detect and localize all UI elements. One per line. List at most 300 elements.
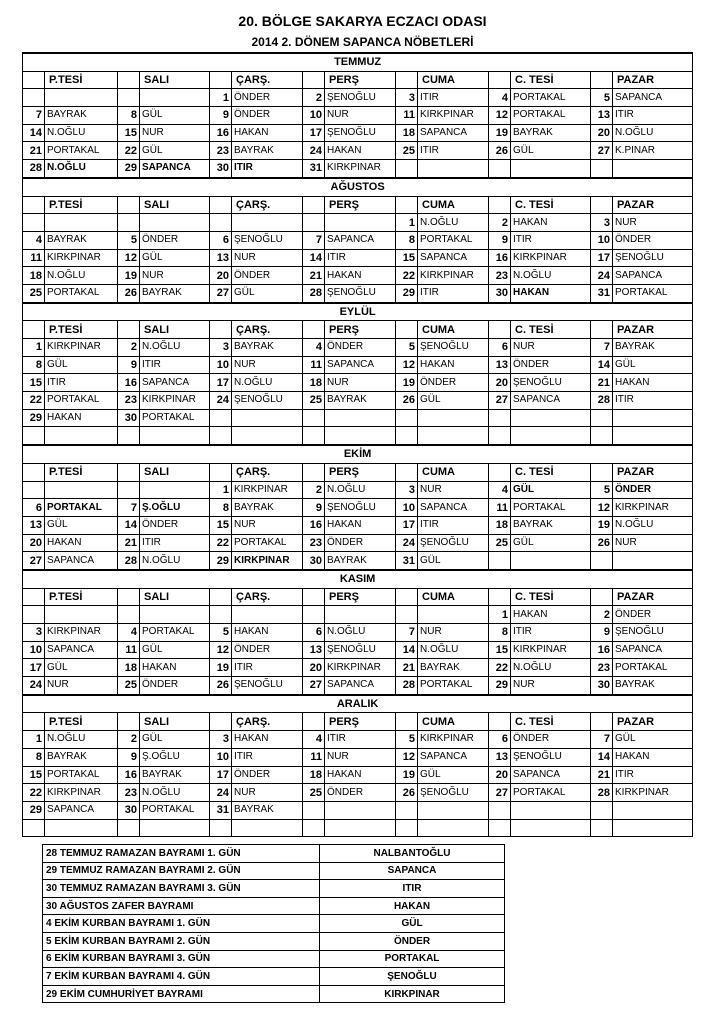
day-number: 6 [489, 731, 511, 749]
weekday-spacer [210, 321, 232, 339]
day-number: 9 [591, 624, 613, 642]
pharmacy-name: KIRKPINAR [45, 339, 118, 357]
day-number: 4 [489, 89, 511, 107]
weekday-spacer [396, 71, 418, 89]
day-number: 9 [489, 231, 511, 249]
pharmacy-name [613, 409, 693, 427]
pharmacy-name: BAYRAK [232, 339, 303, 357]
day-number [210, 427, 232, 445]
document-title: 20. BÖLGE SAKARYA ECZACI ODASI [238, 13, 487, 29]
pharmacy-name: GÜL [511, 481, 591, 499]
pharmacy-name: ÖNDER [613, 231, 693, 249]
pharmacy-name: ITIR [613, 392, 693, 410]
day-number: 16 [118, 374, 140, 392]
day-number: 29 [23, 409, 45, 427]
pharmacy-name: NUR [140, 124, 210, 142]
pharmacy-name: KIRKPINAR [45, 784, 118, 802]
pharmacy-name: ITIR [613, 107, 693, 125]
weekday-header: SALI [140, 196, 210, 214]
day-number: 11 [118, 641, 140, 659]
day-number: 9 [118, 356, 140, 374]
day-number: 21 [591, 766, 613, 784]
pharmacy-name: BAYRAK [613, 677, 693, 695]
weekday-spacer [23, 71, 45, 89]
pharmacy-name: ŞENOĞLU [418, 784, 489, 802]
day-number: 17 [210, 766, 232, 784]
weekday-spacer [118, 713, 140, 731]
weekday-header: PAZAR [613, 71, 693, 89]
pharmacy-name: N.OĞLU [45, 124, 118, 142]
pharmacy-name: HAKAN [511, 214, 591, 232]
day-number: 10 [396, 499, 418, 517]
pharmacy-name [45, 819, 118, 837]
day-number: 14 [591, 356, 613, 374]
pharmacy-name: ITIR [325, 731, 396, 749]
pharmacy-name: N.OĞLU [232, 374, 303, 392]
week-row [23, 160, 693, 178]
pharmacy-name: GÜL [613, 731, 693, 749]
pharmacy-name [418, 160, 489, 178]
day-number: 17 [210, 374, 232, 392]
day-number: 4 [489, 481, 511, 499]
weekday-header-row [23, 463, 693, 481]
weekday-header: PERŞ [325, 321, 396, 339]
weekday-header: PERŞ [325, 588, 396, 606]
day-number: 13 [23, 516, 45, 534]
weekday-header: PAZAR [613, 196, 693, 214]
pharmacy-name: SAPANCA [325, 231, 396, 249]
day-number: 24 [210, 784, 232, 802]
pharmacy-name: HAKAN [325, 516, 396, 534]
pharmacy-name: NUR [418, 624, 489, 642]
day-number [118, 427, 140, 445]
pharmacy-name [140, 606, 210, 624]
week-row [23, 731, 693, 749]
weekday-spacer [489, 196, 511, 214]
day-number: 30 [489, 284, 511, 302]
pharmacy-name: BAYRAK [325, 552, 396, 570]
month-row [23, 445, 693, 463]
day-number: 21 [591, 374, 613, 392]
day-number [591, 801, 613, 819]
day-number [303, 819, 325, 837]
pharmacy-name: NUR [232, 356, 303, 374]
day-number: 23 [118, 784, 140, 802]
pharmacy-name [418, 427, 489, 445]
week-row [23, 409, 693, 427]
day-number: 1 [23, 339, 45, 357]
weekday-header: P.TESİ [45, 713, 118, 731]
day-number: 11 [303, 356, 325, 374]
day-number: 26 [396, 784, 418, 802]
day-number [396, 606, 418, 624]
holiday-pharmacy: KIRKPINAR [320, 985, 505, 1003]
day-number: 28 [23, 160, 45, 178]
pharmacy-name: ITIR [232, 748, 303, 766]
day-number: 5 [396, 339, 418, 357]
day-number: 11 [489, 499, 511, 517]
pharmacy-name: N.OĞLU [45, 731, 118, 749]
weekday-spacer [303, 71, 325, 89]
day-number: 15 [489, 641, 511, 659]
day-number: 4 [303, 339, 325, 357]
pharmacy-name: PORTAKAL [45, 499, 118, 517]
day-number: 18 [118, 659, 140, 677]
pharmacy-name: ITIR [511, 624, 591, 642]
week-row [23, 801, 693, 819]
day-number: 15 [23, 766, 45, 784]
pharmacy-name: ÖNDER [418, 374, 489, 392]
pharmacy-name: SAPANCA [140, 160, 210, 178]
day-number: 16 [210, 124, 232, 142]
day-number: 30 [303, 552, 325, 570]
day-number [23, 481, 45, 499]
holiday-label: 5 EKİM KURBAN BAYRAMI 2. GÜN [43, 932, 320, 950]
pharmacy-name: ÖNDER [325, 534, 396, 552]
pharmacy-name: KIRKPINAR [511, 249, 591, 267]
day-number: 29 [23, 801, 45, 819]
weekday-spacer [396, 463, 418, 481]
day-number [591, 552, 613, 570]
day-number: 24 [303, 142, 325, 160]
day-number [23, 606, 45, 624]
day-number: 31 [210, 801, 232, 819]
pharmacy-name: ITIR [140, 534, 210, 552]
pharmacy-name: SAPANCA [325, 356, 396, 374]
day-number [210, 606, 232, 624]
weekday-header: SALI [140, 588, 210, 606]
pharmacy-name: SAPANCA [511, 766, 591, 784]
pharmacy-name: SAPANCA [45, 801, 118, 819]
pharmacy-name: ÖNDER [232, 766, 303, 784]
pharmacy-name: HAKAN [45, 534, 118, 552]
pharmacy-name: ITIR [232, 160, 303, 178]
pharmacy-name [140, 89, 210, 107]
month-title: ARALIK [23, 695, 693, 713]
pharmacy-name: KIRKPINAR [232, 481, 303, 499]
day-number: 11 [23, 249, 45, 267]
day-number: 7 [591, 731, 613, 749]
weekday-spacer [489, 463, 511, 481]
day-number [396, 819, 418, 837]
pharmacy-name: SAPANCA [45, 552, 118, 570]
pharmacy-name: SAPANCA [140, 374, 210, 392]
day-number: 10 [303, 107, 325, 125]
week-row [23, 142, 693, 160]
day-number [489, 409, 511, 427]
pharmacy-name [418, 819, 489, 837]
pharmacy-name: PORTAKAL [613, 659, 693, 677]
day-number: 6 [489, 339, 511, 357]
day-number: 9 [303, 499, 325, 517]
day-number: 1 [210, 89, 232, 107]
day-number: 20 [489, 766, 511, 784]
pharmacy-name: KIRKPINAR [613, 784, 693, 802]
holiday-row [43, 880, 505, 898]
pharmacy-name: GÜL [418, 766, 489, 784]
weekday-header: P.TESİ [45, 196, 118, 214]
day-number: 17 [23, 659, 45, 677]
day-number: 14 [118, 516, 140, 534]
pharmacy-name: SAPANCA [418, 249, 489, 267]
pharmacy-name [418, 409, 489, 427]
weekday-spacer [118, 463, 140, 481]
pharmacy-name: NUR [511, 677, 591, 695]
day-number: 18 [23, 267, 45, 285]
weekday-header: C. TESİ [511, 321, 591, 339]
pharmacy-name: N.OĞLU [613, 124, 693, 142]
pharmacy-name: ÖNDER [325, 784, 396, 802]
day-number: 27 [303, 677, 325, 695]
month-title: KASIM [23, 570, 693, 588]
pharmacy-name: ITIR [418, 89, 489, 107]
day-number: 3 [591, 214, 613, 232]
weekday-header: CUMA [418, 321, 489, 339]
pharmacy-name: PORTAKAL [511, 89, 591, 107]
weekday-header: CUMA [418, 713, 489, 731]
weekday-header: SALI [140, 463, 210, 481]
pharmacy-name: SAPANCA [613, 89, 693, 107]
month-row [23, 695, 693, 713]
pharmacy-name: N.OĞLU [325, 624, 396, 642]
pharmacy-name: BAYRAK [140, 766, 210, 784]
weekday-spacer [23, 713, 45, 731]
day-number: 20 [591, 124, 613, 142]
weekday-header: PAZAR [613, 463, 693, 481]
day-number: 10 [210, 356, 232, 374]
day-number: 2 [489, 214, 511, 232]
month-title: EYLÜL [23, 303, 693, 321]
pharmacy-name: N.OĞLU [613, 516, 693, 534]
weekday-spacer [396, 588, 418, 606]
holiday-row [43, 985, 505, 1003]
pharmacy-name: HAKAN [325, 766, 396, 784]
pharmacy-name: PORTAKAL [45, 142, 118, 160]
pharmacy-name: BAYRAK [45, 748, 118, 766]
pharmacy-name: PORTAKAL [140, 624, 210, 642]
week-row [23, 516, 693, 534]
day-number: 21 [118, 534, 140, 552]
weekday-spacer [118, 588, 140, 606]
day-number: 5 [396, 731, 418, 749]
pharmacy-name: GÜL [418, 552, 489, 570]
day-number: 23 [591, 659, 613, 677]
day-number: 5 [591, 89, 613, 107]
holiday-pharmacy: ŞENOĞLU [320, 968, 505, 986]
week-row [23, 339, 693, 357]
weekday-header-row [23, 321, 693, 339]
pharmacy-name: ITIR [418, 142, 489, 160]
weekday-spacer [210, 463, 232, 481]
pharmacy-name: HAKAN [613, 748, 693, 766]
pharmacy-name: KIRKPINAR [418, 731, 489, 749]
day-number [591, 409, 613, 427]
pharmacy-name: PORTAKAL [418, 231, 489, 249]
pharmacy-name: ITIR [325, 249, 396, 267]
weekday-header: C. TESİ [511, 463, 591, 481]
pharmacy-name: ÖNDER [140, 516, 210, 534]
pharmacy-name: GÜL [511, 142, 591, 160]
week-row [23, 784, 693, 802]
day-number: 29 [489, 677, 511, 695]
day-number: 28 [303, 284, 325, 302]
day-number: 12 [489, 107, 511, 125]
day-number: 3 [210, 731, 232, 749]
pharmacy-name: HAKAN [325, 142, 396, 160]
holiday-pharmacy: NALBANTOĞLU [320, 845, 505, 863]
pharmacy-name: ŞENOĞLU [325, 641, 396, 659]
day-number: 28 [118, 552, 140, 570]
day-number: 25 [303, 784, 325, 802]
pharmacy-name [45, 89, 118, 107]
day-number: 21 [396, 659, 418, 677]
day-number: 30 [118, 409, 140, 427]
pharmacy-name: PORTAKAL [140, 409, 210, 427]
weekday-spacer [303, 196, 325, 214]
pharmacy-name: ŞENOĞLU [418, 534, 489, 552]
weekday-spacer [591, 71, 613, 89]
pharmacy-name [613, 801, 693, 819]
day-number: 2 [303, 89, 325, 107]
pharmacy-name [45, 606, 118, 624]
pharmacy-name: N.OĞLU [511, 659, 591, 677]
weekday-header: PERŞ [325, 463, 396, 481]
day-number [396, 427, 418, 445]
pharmacy-name [325, 606, 396, 624]
pharmacy-name: SAPANCA [325, 677, 396, 695]
holiday-row [43, 932, 505, 950]
weekday-spacer [303, 463, 325, 481]
pharmacy-name: HAKAN [511, 606, 591, 624]
weekday-spacer [118, 321, 140, 339]
day-number: 27 [23, 552, 45, 570]
day-number: 3 [396, 481, 418, 499]
pharmacy-name [325, 427, 396, 445]
week-row [23, 249, 693, 267]
pharmacy-name: K.PINAR [613, 142, 693, 160]
week-row [23, 624, 693, 642]
day-number: 8 [118, 107, 140, 125]
weekday-spacer [210, 71, 232, 89]
weekday-spacer [396, 321, 418, 339]
month-row [23, 178, 693, 196]
day-number: 13 [210, 249, 232, 267]
weekday-header: PERŞ [325, 713, 396, 731]
day-number: 10 [210, 748, 232, 766]
day-number: 19 [591, 516, 613, 534]
day-number: 4 [23, 231, 45, 249]
day-number: 8 [23, 356, 45, 374]
day-number: 17 [303, 124, 325, 142]
week-row [23, 534, 693, 552]
day-number: 20 [210, 267, 232, 285]
pharmacy-name [140, 481, 210, 499]
weekday-header: SALI [140, 321, 210, 339]
day-number: 22 [396, 267, 418, 285]
day-number: 21 [23, 142, 45, 160]
weekday-header: PAZAR [613, 321, 693, 339]
day-number: 6 [303, 624, 325, 642]
pharmacy-name [418, 606, 489, 624]
pharmacy-name: SAPANCA [418, 499, 489, 517]
day-number [303, 427, 325, 445]
pharmacy-name: BAYRAK [613, 339, 693, 357]
pharmacy-name: ÖNDER [232, 641, 303, 659]
day-number: 2 [303, 481, 325, 499]
day-number: 25 [23, 284, 45, 302]
day-number: 24 [396, 534, 418, 552]
weekday-header: C. TESİ [511, 713, 591, 731]
day-number: 10 [23, 641, 45, 659]
day-number: 16 [489, 249, 511, 267]
pharmacy-name: Ş.OĞLU [140, 748, 210, 766]
day-number [489, 552, 511, 570]
weekday-header-row [23, 196, 693, 214]
pharmacy-name: ŞENOĞLU [232, 231, 303, 249]
week-row [23, 231, 693, 249]
pharmacy-name: PORTAKAL [45, 284, 118, 302]
day-number: 1 [489, 606, 511, 624]
weekday-header: PERŞ [325, 71, 396, 89]
pharmacy-name [232, 214, 303, 232]
day-number: 15 [396, 249, 418, 267]
day-number: 30 [591, 677, 613, 695]
day-number: 22 [489, 659, 511, 677]
pharmacy-name: PORTAKAL [613, 284, 693, 302]
day-number: 20 [23, 534, 45, 552]
pharmacy-name: PORTAKAL [45, 766, 118, 784]
day-number: 30 [118, 801, 140, 819]
pharmacy-name: NUR [140, 267, 210, 285]
day-number: 4 [118, 624, 140, 642]
pharmacy-name [613, 427, 693, 445]
pharmacy-name [511, 552, 591, 570]
pharmacy-name [140, 427, 210, 445]
weekday-header: C. TESİ [511, 196, 591, 214]
weekday-header: PAZAR [613, 588, 693, 606]
weekday-spacer [23, 196, 45, 214]
day-number: 29 [396, 284, 418, 302]
pharmacy-name: N.OĞLU [140, 552, 210, 570]
weekday-spacer [591, 196, 613, 214]
pharmacy-name: HAKAN [140, 659, 210, 677]
weekday-header: ÇARŞ. [232, 196, 303, 214]
day-number: 27 [489, 392, 511, 410]
day-number: 8 [210, 499, 232, 517]
pharmacy-name: GÜL [511, 534, 591, 552]
day-number: 26 [210, 677, 232, 695]
pharmacy-name: N.OĞLU [511, 267, 591, 285]
pharmacy-name: KIRKPINAR [418, 107, 489, 125]
pharmacy-name: ITIR [140, 356, 210, 374]
day-number [118, 606, 140, 624]
day-number [303, 214, 325, 232]
pharmacy-name: BAYRAK [232, 142, 303, 160]
weekday-header: CUMA [418, 196, 489, 214]
holiday-pharmacy: SAPANCA [320, 862, 505, 880]
weekday-spacer [118, 71, 140, 89]
pharmacy-name: KIRKPINAR [140, 392, 210, 410]
day-number [489, 801, 511, 819]
holiday-row [43, 950, 505, 968]
day-number: 2 [118, 339, 140, 357]
pharmacy-name: HAKAN [232, 124, 303, 142]
pharmacy-name: N.OĞLU [45, 267, 118, 285]
day-number: 9 [210, 107, 232, 125]
pharmacy-name: ŞENOĞLU [418, 339, 489, 357]
day-number: 10 [591, 231, 613, 249]
weekday-header-row [23, 71, 693, 89]
